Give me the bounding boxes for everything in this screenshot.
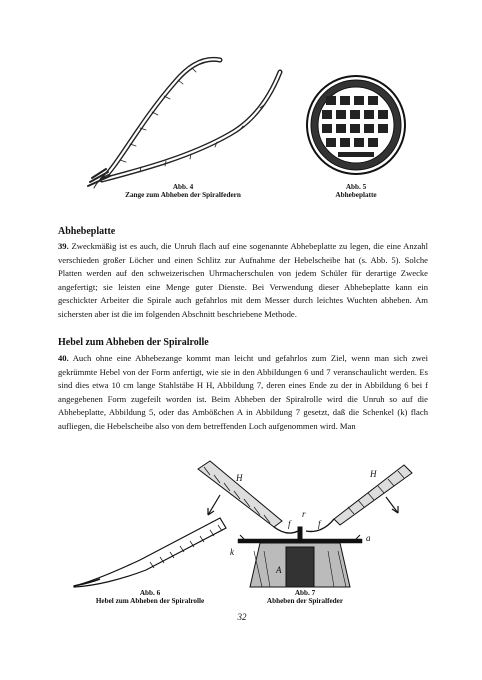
label-f-right: f [318,519,321,529]
figure-number-abb5: Abb. 5 [345,183,367,191]
section-text-39 [58,240,428,322]
lifting-spring-illustration [190,455,415,590]
lifting-plate-illustration [306,72,406,178]
label-H-left: H [236,473,243,483]
paragraph-number-39: 39. [58,241,69,251]
label-a: a [366,533,371,543]
section-heading-hebel: Hebel zum Abheben der Spiralrolle [58,337,209,348]
figure-number-abb4: Abb. 4 [172,183,194,191]
figure-number-abb6: Abb. 6 [139,589,161,597]
section-text-40 [58,352,428,434]
label-H-right: H [370,469,377,479]
figure-title-abb6: Hebel zum Abheben der Spiralrolle [95,597,205,605]
label-A: A [276,565,282,575]
paragraph-number-40: 40. [58,353,69,363]
figure-caption-abb5 [306,183,406,199]
paragraph-body-39: Zweckmäßig ist es auch, die Unruh flach auf eine sogenannte Abhebeplatte zu legen, die eine Anzahl verschieden großer Löcher und einen Schlitz zur Aufnahme der Hebelscheibe hat (s. Abb. 5). Solche Platten werden auf den schweizerischen Uhrmacherschulen von jedem Schüler für derartige Zwecke angefertigt; sie leisten eine Menge guter Dienste. Bei Verwendung dieser Abhebeplatte kann ein geschickter Arbeiter die Spirale auch gefahrlos mit dem Messer durch leichtes Wuchten abheben. Am sichersten aber ist die im folgenden Abschnitt beschriebene Methode. [58,241,428,319]
label-f-left: f [288,519,291,529]
paragraph-body-40: Auch ohne eine Abhebezange kommt man leicht und gefahrlos zum Ziel, wenn man sich zwei gekrümmte Hebel von der Form anfertigt, wie sie in den Abbildungen 6 und 7 veranschaulicht werden. Es sind dies etwa 10 cm lange Stahlstäbe H H, Abbildung 7, deren eines Ende zu der in Abbildung 6 bei f angegebenen Form zugefeilt worden ist. Beim Abheben der Spiralrolle wird die Unruh so auf die Abhebeplatte, Abbildung 5, oder das Ambößchen A in Abbildung 7 gesetzt, daß die Schenkel (k) flach aufliegen, die Hebelscheibe also von dem betreffenden Loch aufgenommen wird. Man [58,353,428,431]
figure-caption-abb7 [240,589,370,605]
tweezers-illustration [80,52,290,192]
label-r: r [302,509,306,519]
figure-caption-abb4 [88,183,278,199]
section-heading-abhebeplatte: Abhebeplatte [58,226,116,237]
label-k: k [230,547,234,557]
figure-title-abb7: Abheben der Spiralfeder [266,597,344,605]
figure-caption-abb6 [70,589,230,605]
page-number: 32 [237,612,247,622]
figure-title-abb4: Zange zum Abheben der Spiralfedern [125,191,241,199]
figure-number-abb7: Abb. 7 [294,589,316,597]
figure-title-abb5: Abhebeplatte [335,191,377,199]
